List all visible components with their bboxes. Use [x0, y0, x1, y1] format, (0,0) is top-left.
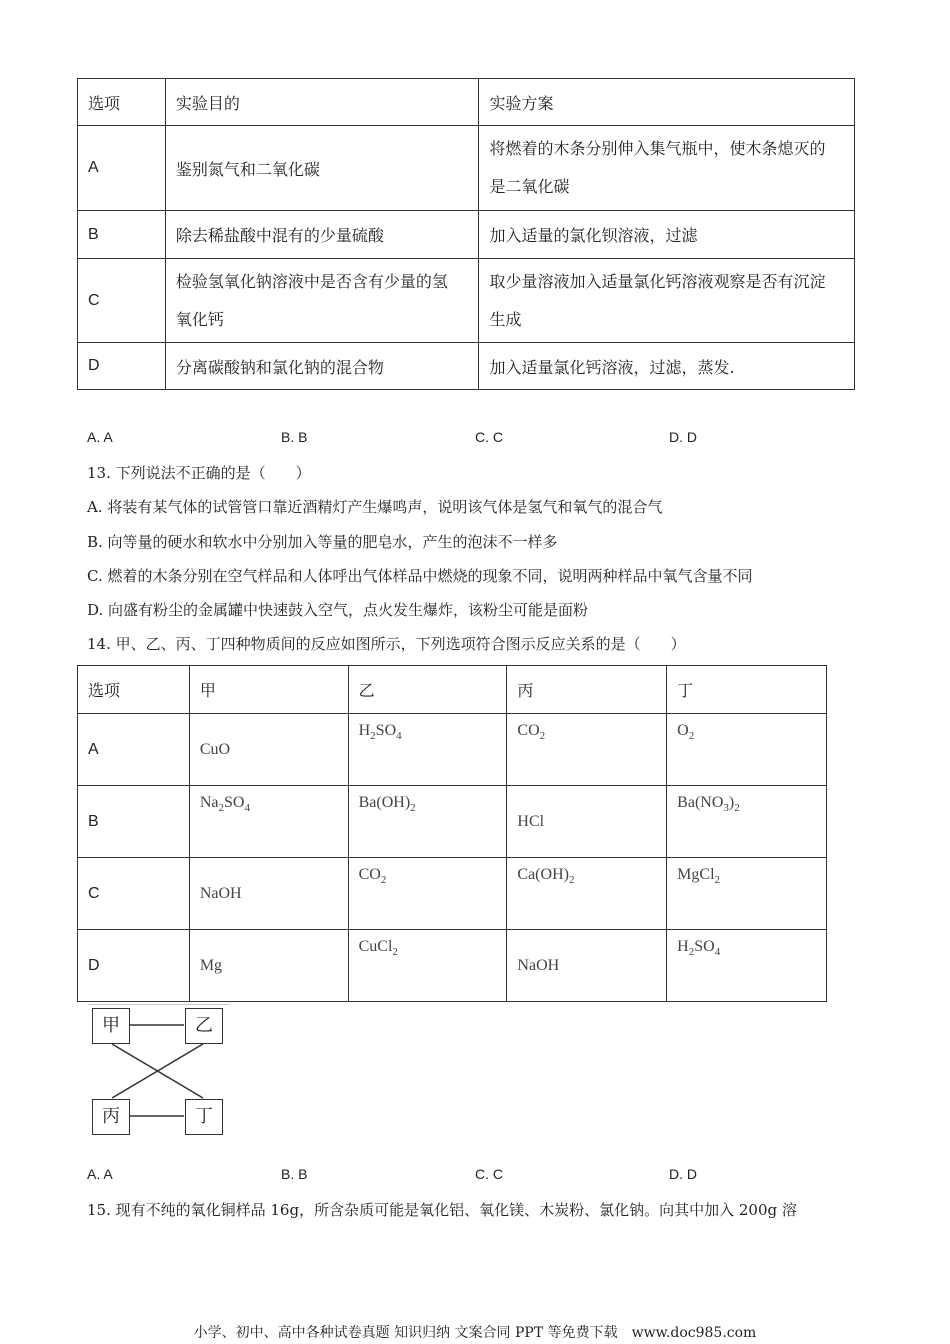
row-d-goal: 分离碳酸钠和氯化钠的混合物 [165, 343, 479, 390]
q13-stem: 13. 下列说法不正确的是（ ） [87, 464, 311, 482]
row-a-plan-line2: 是二氧化碳 [489, 177, 570, 196]
q12-option-d: D. D [669, 429, 697, 445]
q14-option-a: A. A [87, 1166, 113, 1182]
chem-formula: $O_2$ [677, 722, 695, 743]
row-a-option: A [78, 126, 166, 211]
q14-option-b: B. B [281, 1166, 308, 1182]
row-c-plan [479, 259, 855, 343]
q12-option-b: B. B [281, 429, 308, 445]
q14-row-b-bing [507, 786, 667, 858]
row-c-plan-line2: 生成 [489, 309, 522, 329]
q14-header-jia: 甲 [189, 666, 348, 714]
row-c-plan-line1: 取少量溶液加入适量氯化钙溶液观察是否有沉淀 [489, 271, 826, 291]
chem-formula: NaOH [517, 956, 560, 974]
q14-row-a-jia [189, 714, 348, 786]
q14-row-c-bing [507, 858, 667, 930]
q14-row-b-option: B [78, 786, 190, 858]
q14-row-d-bing [507, 930, 667, 1002]
q12-option-a: A. A [87, 429, 113, 445]
q15-stem: 15. 现有不纯的氧化铜样品 16g，所含杂质可能是氧化铝、氧化镁、木炭粉、氯化钠。向其中加入 200g 溶 [87, 1201, 797, 1219]
reaction-diagram [88, 1004, 230, 1140]
q14-row-c-ding [667, 858, 827, 930]
chem-formula: CuO [199, 740, 231, 758]
row-d-option: D [78, 343, 166, 390]
q14-option-c: C. C [475, 1166, 503, 1182]
q14-header-option: 选项 [78, 666, 190, 714]
header-goal: 实验目的 [165, 79, 479, 126]
q14-row-c-jia [189, 858, 348, 930]
q14-table [77, 665, 827, 1002]
chem-formula: HCl [517, 812, 545, 830]
node-ding: 丁 [185, 1099, 223, 1135]
row-b-option: B [78, 211, 166, 259]
chem-formula: Mg [199, 956, 223, 974]
q14-row-a-ding [667, 714, 827, 786]
q14-header-yi: 乙 [348, 666, 507, 714]
q14-option-d: D. D [669, 1166, 697, 1182]
q14-row-b-yi [348, 786, 507, 858]
q14-row-d-yi [348, 930, 507, 1002]
chem-formula: NaOH [199, 884, 242, 902]
q14-header-bing: 丙 [507, 666, 667, 714]
q14-stem: 14. 甲、乙、丙、丁四种物质间的反应如图所示，下列选项符合图示反应关系的是（ ） [87, 635, 686, 653]
q14-row-d-jia [189, 930, 348, 1002]
row-b-goal: 除去稀盐酸中混有的少量硫酸 [165, 211, 479, 259]
chem-formula: $H_2SO_4$ [358, 722, 402, 743]
q12-option-c: C. C [475, 429, 503, 445]
chem-formula: MgCl$_2$ [677, 866, 721, 887]
q14-row-a-bing [507, 714, 667, 786]
row-c-goal-line1: 检验氢氧化钠溶液中是否含有少量的氢 [175, 271, 448, 291]
q14-row-d-ding [667, 930, 827, 1002]
chem-formula: CuCl$_2$ [358, 938, 398, 959]
q14-row-b-ding [667, 786, 827, 858]
q14-row-d-option: D [78, 930, 190, 1002]
q14-row-c-option: C [78, 858, 190, 930]
node-bing: 丙 [92, 1099, 130, 1135]
q13-option-a: A. 将装有某气体的试管管口靠近酒精灯产生爆鸣声，说明该气体是氢气和氧气的混合气 [87, 498, 663, 516]
row-b-plan: 加入适量的氯化钡溶液，过滤 [479, 211, 855, 259]
chem-formula: $Ca(OH)_2$ [517, 866, 575, 887]
row-c-option: C [78, 259, 166, 343]
chem-formula: $CO_2$ [517, 722, 546, 743]
row-a-plan [479, 126, 855, 211]
row-a-plan-line1: 将燃着的木条分别伸入集气瓶中，使木条熄灭的 [489, 139, 826, 158]
q14-row-b-jia [189, 786, 348, 858]
chem-formula: $Ba(NO_3)_2$ [677, 794, 740, 815]
q13-option-c: C. 燃着的木条分别在空气样品和人体呼出气体样品中燃烧的现象不同，说明两种样品中氧气含量不同 [87, 567, 753, 585]
q14-row-a-option: A [78, 714, 190, 786]
row-d-plan: 加入适量氯化钙溶液，过滤，蒸发. [479, 343, 855, 390]
q14-row-c-yi [348, 858, 507, 930]
chem-formula: $Ba(OH)_2$ [358, 794, 416, 815]
row-c-goal [165, 259, 479, 343]
q14-row-a-yi [348, 714, 507, 786]
row-c-goal-line2: 氧化钙 [175, 309, 224, 329]
chem-formula: $Na_2SO_4$ [199, 794, 250, 815]
header-plan: 实验方案 [479, 79, 855, 126]
footer-text: 小学、初中、高中各种试卷真题 知识归纳 文案合同 PPT 等免费下载 www.doc985.com [193, 1325, 757, 1341]
chem-formula: $H_2SO_4$ [677, 938, 721, 959]
node-yi: 乙 [185, 1008, 223, 1044]
q14-header-ding: 丁 [667, 666, 827, 714]
node-jia: 甲 [92, 1008, 130, 1044]
chem-formula: $CO_2$ [358, 866, 387, 887]
q13-option-b: B. 向等量的硬水和软水中分别加入等量的肥皂水，产生的泡沫不一样多 [87, 533, 558, 551]
header-option: 选项 [78, 79, 166, 126]
row-a-goal: 鉴别氮气和二氧化碳 [165, 126, 479, 211]
q13-option-d: D. 向盛有粉尘的金属罐中快速鼓入空气，点火发生爆炸，该粉尘可能是面粉 [87, 601, 589, 619]
q12-table [77, 78, 855, 390]
